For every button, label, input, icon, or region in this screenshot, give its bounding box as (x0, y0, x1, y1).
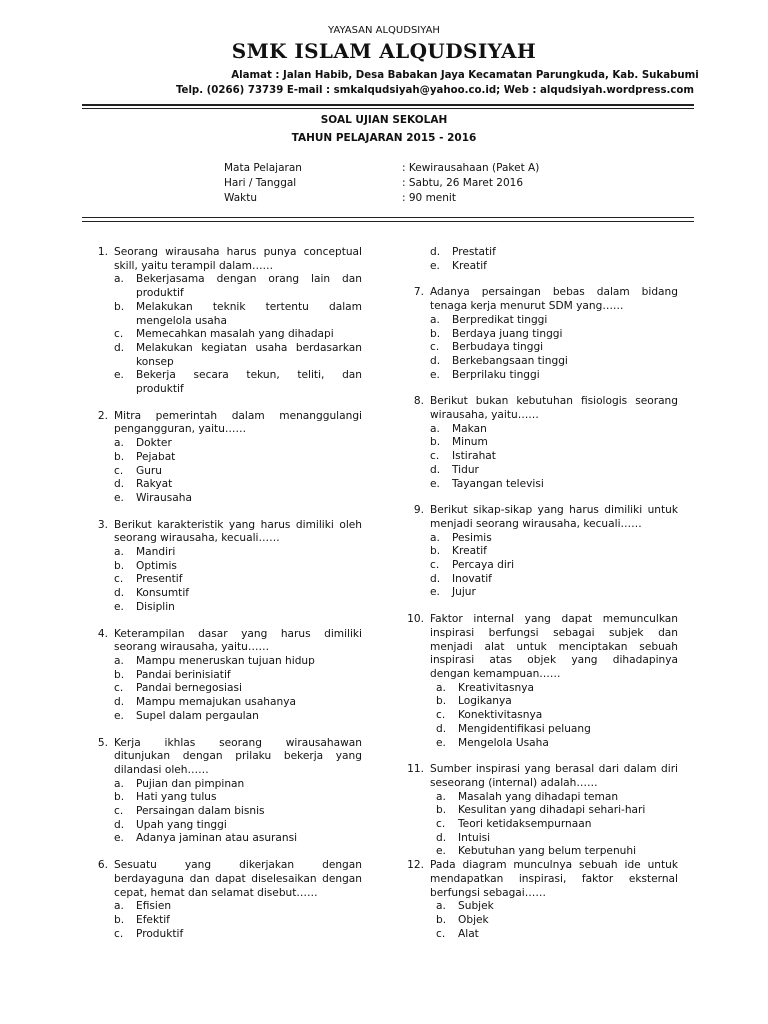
option-c[interactable]: c. Istirahat (430, 450, 496, 463)
meta-value-subject: : Kewirausahaan (Paket A) (402, 162, 540, 174)
option-b[interactable]: b. Efektif (114, 913, 170, 926)
option-d[interactable]: d. Prestatif (430, 246, 496, 258)
option-c[interactable]: c. Persaingan dalam bisnis (114, 805, 265, 818)
question-8: 8. Berikut bukan kebutuhan fisiologis seorang wirausaha, yaitu…… a. Makan b. Minum c. Istirahat d. Tidur e. Tayangan televisi (413, 395, 678, 490)
question-3: 3. Berikut karakteristik yang harus dimiliki oleh seorang wirausaha, kecuali…… a. Mandiri b. Optimis c. Presentif d. Konsumtif e. Disiplin (97, 518, 362, 613)
question-11: 11. Sumber inspirasi yang berasal dari dalam diri seseorang (internal) adalah…… a. Masalah yang dihadapi teman b. Kesulitan yang dihadapi sehari-hari c. Teori ketidaksempurnaan d. Intuisi e. Kebutuhan yang belum terpenuhi (407, 763, 678, 858)
meta-label-time: Waktu (224, 192, 257, 204)
option-b[interactable]: b. Pejabat (114, 450, 176, 463)
option-d[interactable]: d. Melakukan kegiatan usaha berdasarkan konsep (114, 341, 362, 368)
option-c[interactable]: c. Produktif (114, 927, 184, 940)
option-b[interactable]: b. Pandai berinisiatif (114, 668, 231, 681)
option-e[interactable]: e. Wirausaha (114, 491, 192, 504)
header-divider-thin (82, 108, 694, 109)
option-b[interactable]: b. Optimis (114, 559, 177, 572)
option-a[interactable]: a. Pesimis (430, 531, 492, 544)
exam-title: SOAL UJIAN SEKOLAH (320, 114, 448, 126)
option-c[interactable]: c. Pandai bernegosiasi (114, 682, 242, 695)
option-c[interactable]: c. Konektivitasnya (436, 709, 543, 722)
option-b[interactable]: b. Melakukan teknik tertentu dalam mengelola usaha (114, 300, 362, 327)
question-5: 5. Kerja ikhlas seorang wirausahawan ditunjukan dengan prilaku bekerja yang dilandasi oleh…… a. Pujian dan pimpinan b. Hati yang tulus c. Persaingan dalam bisnis d. Upah yang tinggi e. Adanya jaminan atau asuransi (97, 736, 362, 845)
question-12: 12. Pada diagram munculnya sebuah ide untuk mendapatkan inspirasi, faktor eksternal berfungsi sebagai…… a. Subjek b. Objek c. Alat (407, 859, 678, 940)
school-name: SMK ISLAM ALQUDSIYAH (231, 39, 537, 63)
meta-label-date: Hari / Tanggal (224, 177, 297, 189)
question-9: 9. Berikut sikap-sikap yang harus dimiliki untuk menjadi seorang wirausaha, kecuali…… a. Pesimis b. Kreatif c. Percaya diri d. Inovatif e. Jujur (413, 504, 678, 599)
option-e[interactable]: e. Mengelola Usaha (436, 736, 549, 749)
meta-value-date: : Sabtu, 26 Maret 2016 (402, 177, 524, 189)
option-e[interactable]: e. Supel dalam pergaulan (114, 709, 259, 722)
question-10: 10. Faktor internal yang dapat memunculkan inspirasi berfungsi sebagai subjek dan menjadi alat untuk menciptakan sebuah inspirasi atas objek yang dihadapinya dengan kemampuan…… a. Kreativitasnya b. Logikanya c. Konektivitasnya d. Mengidentifikasi peluang e. Mengelola Usaha (407, 613, 678, 749)
school-address: Alamat : Jalan Habib, Desa Babakan Jaya Kecamatan Parungkuda, Kab. Sukabumi (231, 70, 699, 81)
option-a[interactable]: a. Efisien (114, 900, 172, 913)
option-c[interactable]: c. Guru (114, 464, 162, 477)
question-1-text (114, 246, 362, 273)
question-7: 7. Adanya persaingan bebas dalam bidang tenaga kerja menurut SDM yang…… a. Berpredikat tinggi b. Berdaya juang tinggi c. Berbudaya tinggi d. Berkebangsaan tinggi e. Berprilaku tinggi (413, 286, 678, 381)
meta-divider-thin (82, 221, 694, 222)
option-b[interactable]: b. Berdaya juang tinggi (430, 327, 563, 340)
meta-label-subject: Mata Pelajaran (224, 162, 302, 174)
option-d[interactable]: d. Tidur (430, 463, 479, 476)
option-a[interactable]: a. Dokter (114, 437, 172, 450)
foundation-name: YAYASAN ALQUDSIYAH (328, 25, 440, 36)
option-b[interactable]: b. Hati yang tulus (114, 791, 217, 804)
option-e[interactable]: e. Tayangan televisi (430, 477, 544, 490)
question-1: 1. Seorang wirausaha harus punya conceptual skill, yaitu terampil dalam…… a. Bekerjasama dengan orang lain dan produktif b. Melakukan teknik tertentu dalam mengelola usaha c. Memecahkan masalah yang dihadapi d. Melakukan kegiatan usaha berdasarkan konsep e. Bekerja secara tekun, teliti, dan produktif (97, 246, 362, 396)
option-a[interactable]: a. Mampu meneruskan tujuan hidup (114, 654, 315, 667)
option-c[interactable]: c. Presentif (114, 573, 183, 586)
question-6: 6. Sesuatu yang dikerjakan dengan berdayaguna dan dapat diselesaikan dengan cepat, hemat dan selamat disebut…… a. Efisien b. Efektif c. Produktif (97, 859, 362, 940)
option-e[interactable]: e. Berprilaku tinggi (430, 368, 540, 381)
option-d[interactable]: d. Konsumtif (114, 587, 189, 600)
option-d[interactable]: d. Upah yang tinggi (114, 818, 227, 831)
option-d[interactable]: d. Inovatif (430, 572, 492, 585)
option-d[interactable]: d. Mengidentifikasi peluang (436, 722, 591, 735)
option-c[interactable]: c. Memecahkan masalah yang dihadapi (114, 328, 334, 341)
option-c[interactable]: c. Percaya diri (430, 559, 515, 572)
option-a[interactable]: a. Masalah yang dihadapi teman (436, 790, 619, 803)
right-column (402, 246, 678, 954)
meta-value-time: : 90 menit (402, 192, 456, 204)
option-e[interactable]: e. Kreatif (430, 259, 487, 272)
option-a[interactable]: a. Kreativitasnya (436, 681, 535, 694)
option-a[interactable]: a. Pujian dan pimpinan (114, 777, 245, 790)
school-contact: Telp. (0266) 73739 E-mail : smkalqudsiyah@yahoo.co.id; Web : alqudsiyah.wordpress.com (175, 85, 695, 96)
exam-year: TAHUN PELAJARAN 2015 - 2016 (291, 132, 477, 144)
option-a[interactable]: a. Subjek (436, 900, 494, 913)
question-4: 4. Keterampilan dasar yang harus dimiliki seorang wirausaha, yaitu…… a. Mampu meneruskan tujuan hidup b. Pandai berinisiatif c. Pandai bernegosiasi d. Mampu memajukan usahanya e. Supel dalam pergaulan (97, 627, 362, 722)
option-b[interactable]: b. Minum (430, 436, 488, 449)
meta-divider (82, 217, 694, 218)
header-divider (82, 104, 694, 106)
option-e[interactable]: e. Adanya jaminan atau asuransi (114, 832, 298, 845)
option-d[interactable]: d. Intuisi (436, 831, 491, 844)
question-1-line-2: skill, yaitu terampil dalam…… (114, 259, 274, 272)
option-a[interactable]: a. Makan (430, 422, 487, 435)
option-e[interactable]: e. Kebutuhan yang belum terpenuhi (436, 845, 637, 858)
question-2: 2. Mitra pemerintah dalam menanggulangi pengangguran, yaitu…… a. Dokter b. Pejabat c. Guru d. Rakyat e. Wirausaha (97, 409, 362, 504)
option-e[interactable]: e. Jujur (430, 586, 476, 599)
option-c[interactable]: c. Berbudaya tinggi (430, 341, 544, 354)
option-b[interactable]: b. Kesulitan yang dihadapi sehari-hari (436, 804, 646, 817)
left-column (86, 246, 362, 954)
option-e[interactable]: e. Bekerja secara tekun, teliti, dan produktif (114, 369, 362, 396)
option-a[interactable]: a. Bekerjasama dengan orang lain dan produktif (114, 273, 362, 300)
option-a[interactable]: a. Mandiri (114, 546, 176, 559)
option-c[interactable]: c. Teori ketidaksempurnaan (436, 818, 592, 831)
option-a[interactable]: a. Berpredikat tinggi (430, 313, 548, 326)
option-e[interactable]: e. Disiplin (114, 600, 175, 613)
question-1-line-1: Seorang wirausaha harus punya conceptual (114, 246, 362, 258)
question-6-continued (402, 246, 678, 273)
option-b[interactable]: b. Logikanya (436, 695, 512, 708)
option-c[interactable]: c. Alat (436, 927, 479, 940)
option-d[interactable]: d. Berkebangsaan tinggi (430, 354, 568, 367)
option-b[interactable]: b. Objek (436, 913, 489, 926)
option-d[interactable]: d. Mampu memajukan usahanya (114, 696, 296, 709)
option-b[interactable]: b. Kreatif (430, 545, 487, 558)
option-d[interactable]: d. Rakyat (114, 478, 173, 491)
